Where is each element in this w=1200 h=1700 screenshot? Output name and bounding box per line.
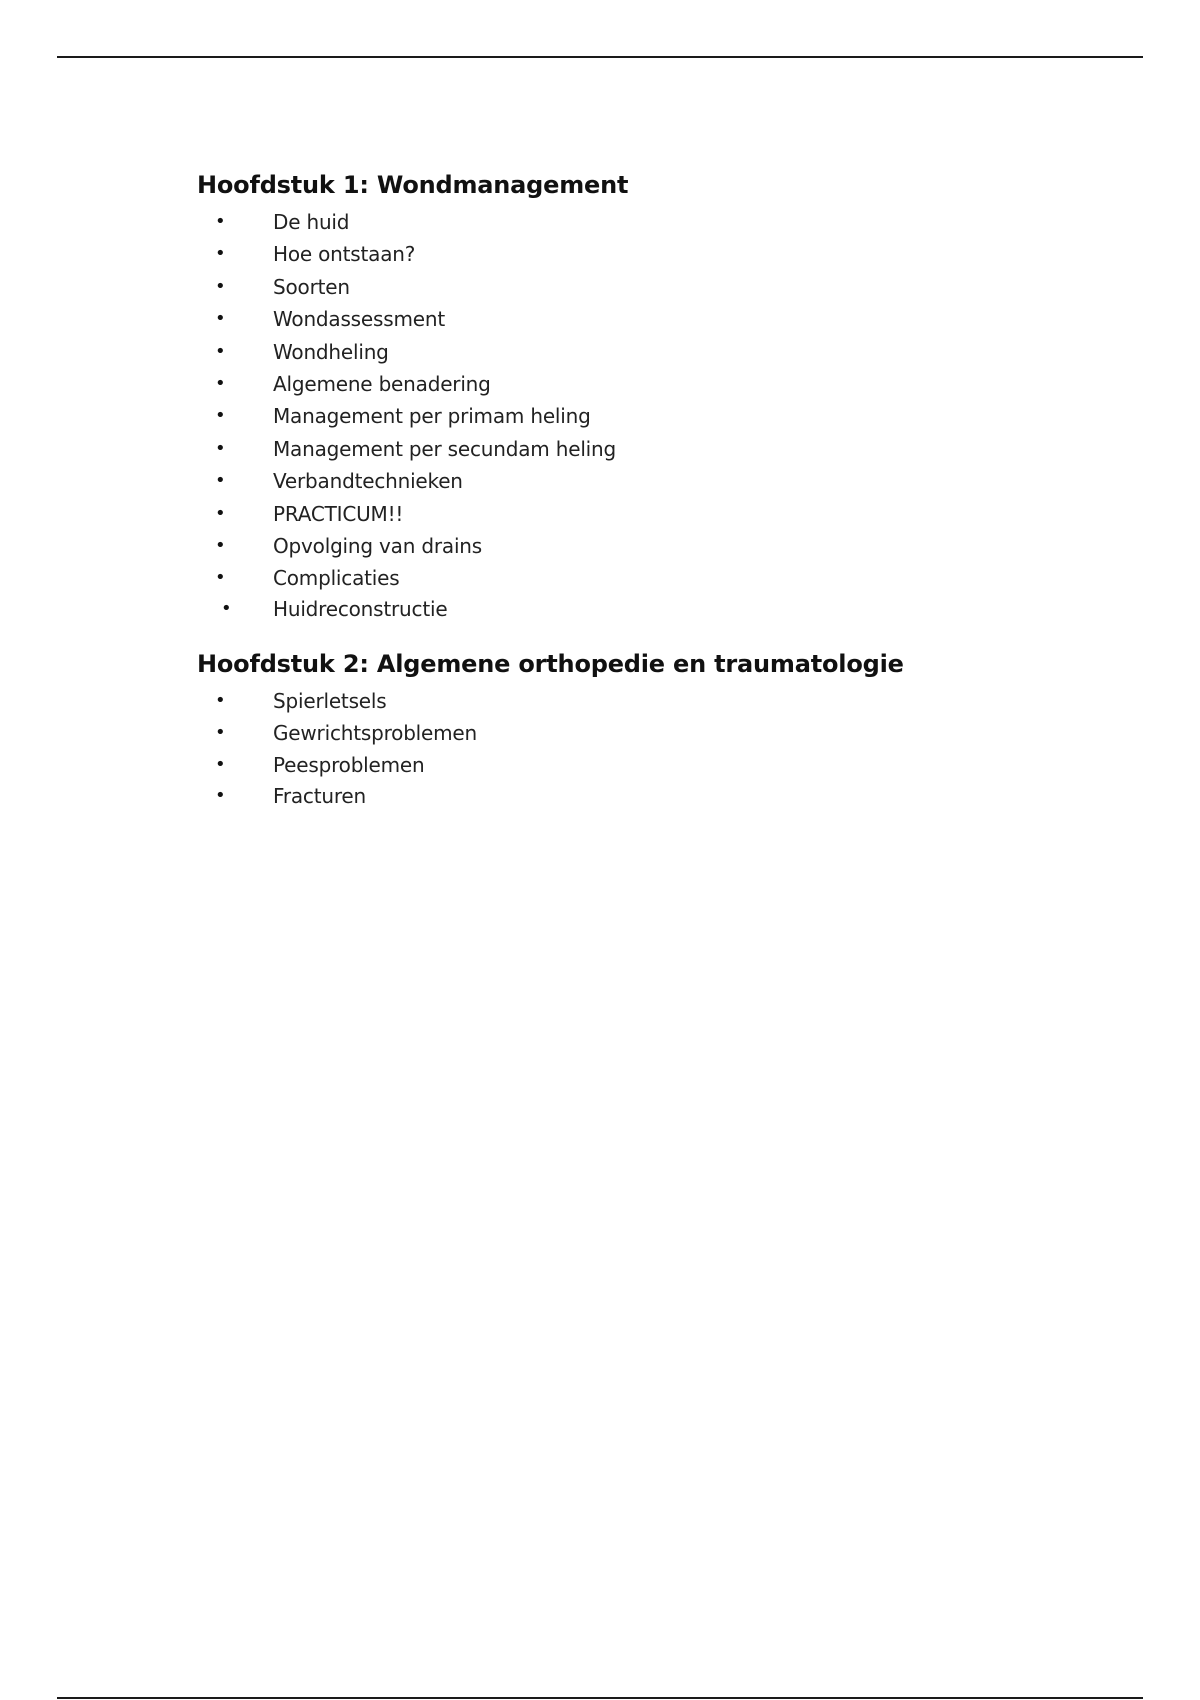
bullet-icon: •: [215, 534, 226, 556]
list-item-label: Management per secundam heling: [273, 436, 617, 461]
bullet-icon: •: [215, 754, 226, 776]
bullet-icon: •: [221, 597, 232, 619]
chapter-2: [197, 647, 1097, 810]
list-item: [197, 595, 1097, 623]
list-item: [197, 206, 1097, 238]
list-item: [197, 303, 1097, 335]
chapter-2-title: Hoofdstuk 2: Algemene orthopedie en traumatologie: [197, 649, 904, 678]
list-item-label: De huid: [273, 210, 350, 234]
list-item-label: Algemene benadering: [273, 371, 491, 396]
list-item: [197, 685, 1097, 717]
bullet-icon: •: [215, 340, 226, 362]
document-body: [197, 168, 1097, 834]
list-item: [197, 336, 1097, 368]
bullet-icon: •: [215, 372, 226, 394]
list-item-label: Complicaties: [273, 566, 400, 591]
list-item-label: Wondassessment: [273, 307, 445, 332]
bullet-icon: •: [215, 275, 226, 297]
bullet-icon: •: [215, 502, 226, 524]
list-item-label: Hoe ontstaan?: [273, 242, 416, 267]
bullet-icon: •: [215, 567, 226, 589]
list-item-label: Verbandtechnieken: [273, 469, 463, 494]
bullet-icon: •: [215, 470, 226, 492]
list-item: [197, 465, 1097, 497]
list-item: [197, 498, 1097, 530]
bullet-icon: •: [215, 722, 226, 744]
list-item: [197, 400, 1097, 432]
list-item-label: Spierletsels: [273, 688, 387, 713]
bullet-icon: •: [215, 308, 226, 330]
list-item: [197, 368, 1097, 400]
list-item-label: Wondheling: [273, 339, 389, 364]
list-item-label: Peesproblemen: [273, 753, 425, 778]
header-rule: [57, 56, 1143, 58]
bullet-icon: •: [215, 437, 226, 459]
bullet-icon: •: [215, 405, 226, 427]
list-item: [197, 238, 1097, 270]
list-item: [197, 562, 1097, 594]
list-item-label: PRACTICUM!!: [273, 501, 404, 526]
list-item: [197, 782, 1097, 810]
bullet-icon: •: [215, 689, 226, 711]
list-item-label: Fracturen: [273, 783, 367, 808]
list-item: [197, 530, 1097, 562]
list-item: [197, 749, 1097, 781]
bullet-icon: •: [215, 784, 226, 806]
list-item: [197, 433, 1097, 465]
chapter-2-list: [197, 685, 1097, 810]
bullet-icon: •: [215, 243, 226, 265]
list-item-label: Management per primam heling: [273, 404, 591, 429]
list-item-label: Opvolging van drains: [273, 533, 482, 558]
list-item-label: Soorten: [273, 274, 350, 299]
chapter-1-list: [197, 206, 1097, 623]
list-item-label: Gewrichtsproblemen: [273, 721, 478, 746]
list-item-label: Huidreconstructie: [273, 596, 448, 621]
footer-rule: [57, 1697, 1143, 1699]
chapter-1: [197, 168, 1097, 623]
bullet-icon: •: [215, 211, 226, 232]
list-item: [197, 717, 1097, 749]
list-item: [197, 271, 1097, 303]
chapter-1-title: Hoofdstuk 1: Wondmanagement: [197, 171, 629, 199]
